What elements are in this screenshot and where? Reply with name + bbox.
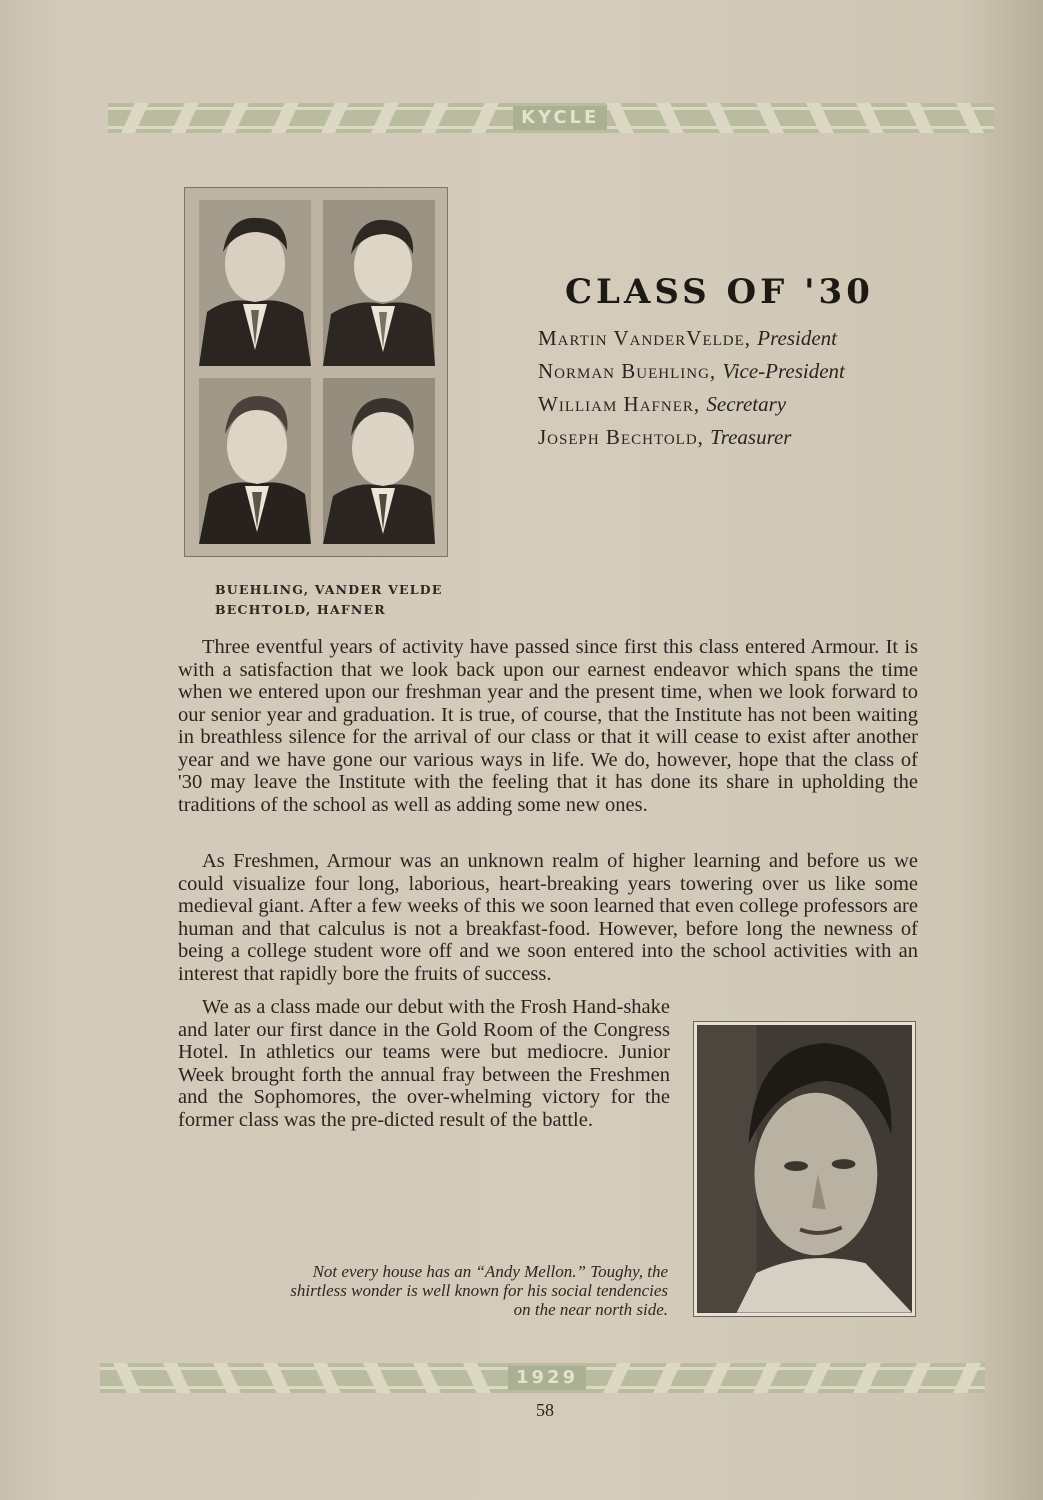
officer-role: Secretary bbox=[706, 392, 787, 416]
footer-ornament-band bbox=[100, 1363, 985, 1393]
officer-role: Treasurer bbox=[710, 425, 792, 449]
portrait-top-right bbox=[323, 200, 435, 366]
portrait-caption-line-1: BUEHLING, VANDER VELDE bbox=[215, 582, 443, 597]
officer-list bbox=[538, 322, 845, 454]
portrait-bottom-left bbox=[199, 378, 311, 544]
officer-vice-president bbox=[538, 355, 845, 388]
man-portrait-icon bbox=[323, 378, 435, 544]
page-number: 58 bbox=[536, 1400, 554, 1420]
footer-band-mark: 1929 bbox=[508, 1366, 586, 1390]
officer-name: Norman Buehling, bbox=[538, 359, 717, 383]
portrait-top-left bbox=[199, 200, 311, 366]
paragraph-3: We as a class made our debut with the Frosh Hand-shake and later our first dance in the Gold Room of the Congress Hotel. In athletics our teams were but mediocre. Junior Week brought forth the annual fray between the Freshmen and the Sophomores, the over-whelming victory for the former class was the pre-dicted result of the battle. bbox=[178, 996, 670, 1131]
student-photo bbox=[693, 1021, 916, 1317]
portrait-caption bbox=[215, 580, 443, 620]
young-man-photo-icon bbox=[697, 1025, 912, 1313]
portrait-caption-line-2: BECHTOLD, HAFNER bbox=[215, 602, 386, 617]
officer-role: President bbox=[757, 326, 838, 350]
header-band-mark: KYCLE bbox=[513, 106, 607, 130]
officer-president bbox=[538, 322, 845, 355]
officer-name: William Hafner, bbox=[538, 392, 701, 416]
header-ornament-band bbox=[108, 103, 994, 133]
paragraph-2: As Freshmen, Armour was an unknown realm of higher learning and before us we could visualize four long, laborious, heart-breaking years towering over us like some medieval giant. After a few weeks of this we soon learned that even college professors are human and that calculus is not a breakfast-food. However, before long the newness of being a college student wore off and we soon entered into the school activities with an interest that rapidly bore the fruits of success. bbox=[178, 850, 918, 985]
student-photo-caption: Not every house has an “Andy Mellon.” Toughy, the shirtless wonder is well known for his social tendencies on the near north side. bbox=[290, 1262, 668, 1319]
paragraph-1: Three eventful years of activity have passed since first this class entered Armour. It is with a satisfaction that we look back upon our earnest endeavor which spans the time when we entered upon our freshman year and the present time, when we look forward to our senior year and graduation. It is true, of course, that the Institute has not been waiting in breathless silence for the arrival of our class or that it will cease to exist after another year and we have gone our various ways in life. We do, however, hope that the class of '30 may leave the Institute with the feeling that it has done its share in upholding the traditions of the school as well as adding some new ones. bbox=[178, 636, 918, 816]
man-portrait-icon bbox=[323, 200, 435, 366]
page-title: CLASS OF '30 bbox=[565, 272, 874, 312]
man-portrait-icon bbox=[199, 378, 311, 544]
officer-name: Martin VanderVelde, bbox=[538, 326, 752, 350]
officer-role: Vice-President bbox=[722, 359, 845, 383]
man-portrait-icon bbox=[199, 200, 311, 366]
portrait-bottom-right bbox=[323, 378, 435, 544]
officer-secretary bbox=[538, 388, 845, 421]
officer-treasurer bbox=[538, 421, 845, 454]
officer-name: Joseph Bechtold, bbox=[538, 425, 704, 449]
officer-portraits-photo bbox=[184, 187, 448, 557]
